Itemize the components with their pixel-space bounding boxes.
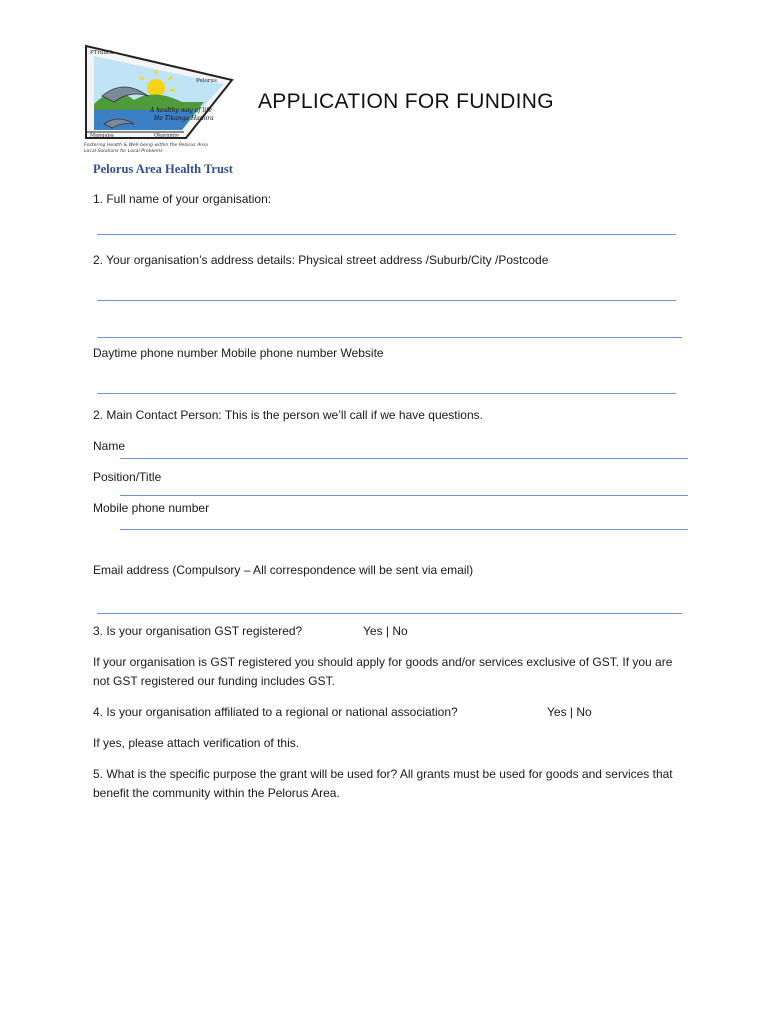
- position-label: Position/Title: [93, 470, 162, 484]
- question-3-label: 3. Is your organisation GST registered?: [93, 624, 303, 638]
- svg-text:Local Solutions for Local Prob: Local Solutions for Local Problems: [84, 149, 163, 154]
- phone-website-field[interactable]: [97, 393, 676, 394]
- organisation-name: Pelorus Area Health Trust: [93, 162, 233, 176]
- name-field[interactable]: [120, 458, 688, 459]
- address-field-line-1[interactable]: [97, 300, 676, 301]
- verification-note: If yes, please attach verification of this.: [93, 736, 300, 750]
- contact-person-label: 2. Main Contact Person: This is the person we’ll call if we have questions.: [93, 408, 483, 422]
- svg-text:Pelorus: Pelorus: [196, 78, 217, 84]
- logo-emblem-icon: [84, 44, 234, 156]
- address-field-line-2[interactable]: [97, 337, 682, 338]
- svg-text:PTrillich: PTrillich: [90, 50, 114, 56]
- svg-text:A healthy way of life: A healthy way of life: [150, 107, 213, 114]
- question-4-label: 4. Is your organisation affiliated to a regional or national association?: [93, 705, 458, 719]
- page-title: APPLICATION FOR FUNDING: [258, 90, 554, 113]
- svg-text:Okaramio: Okaramio: [154, 132, 179, 139]
- svg-text:Fostering Health & Well-being: Fostering Health & Well-being within the Pelorus Area: [84, 143, 208, 148]
- organisation-logo: [84, 44, 234, 156]
- affiliation-yes-no-options[interactable]: Yes | No: [547, 705, 592, 719]
- position-field[interactable]: [120, 495, 688, 496]
- question-2-label: 2. Your organisation’s address details: Physical street address /Suburb/City /Postcode: [93, 253, 549, 267]
- svg-text:Mangapa: Mangapa: [90, 132, 114, 139]
- svg-text:He Tikanga Hauora: He Tikanga Hauora: [154, 115, 214, 122]
- gst-yes-no-options[interactable]: Yes | No: [363, 624, 408, 638]
- mobile-label: Mobile phone number: [93, 501, 210, 515]
- question-1-label: 1. Full name of your organisation:: [93, 192, 272, 206]
- phone-website-label: Daytime phone number Mobile phone number Website: [93, 346, 384, 360]
- email-field[interactable]: [97, 613, 682, 614]
- name-label: Name: [93, 439, 126, 453]
- mobile-field[interactable]: [120, 529, 688, 530]
- question-5-label: 5. What is the specific purpose the grant will be used for? All grants must be used for goods and services that benefit the community within the Pelorus Area.: [93, 767, 673, 800]
- organisation-name-field[interactable]: [97, 234, 676, 235]
- email-label: Email address (Compulsory – All correspondence will be sent via email): [93, 563, 474, 577]
- gst-note: If your organisation is GST registered you should apply for goods and/or services exclusive of GST. If you are not GST registered our funding includes GST.: [93, 655, 673, 688]
